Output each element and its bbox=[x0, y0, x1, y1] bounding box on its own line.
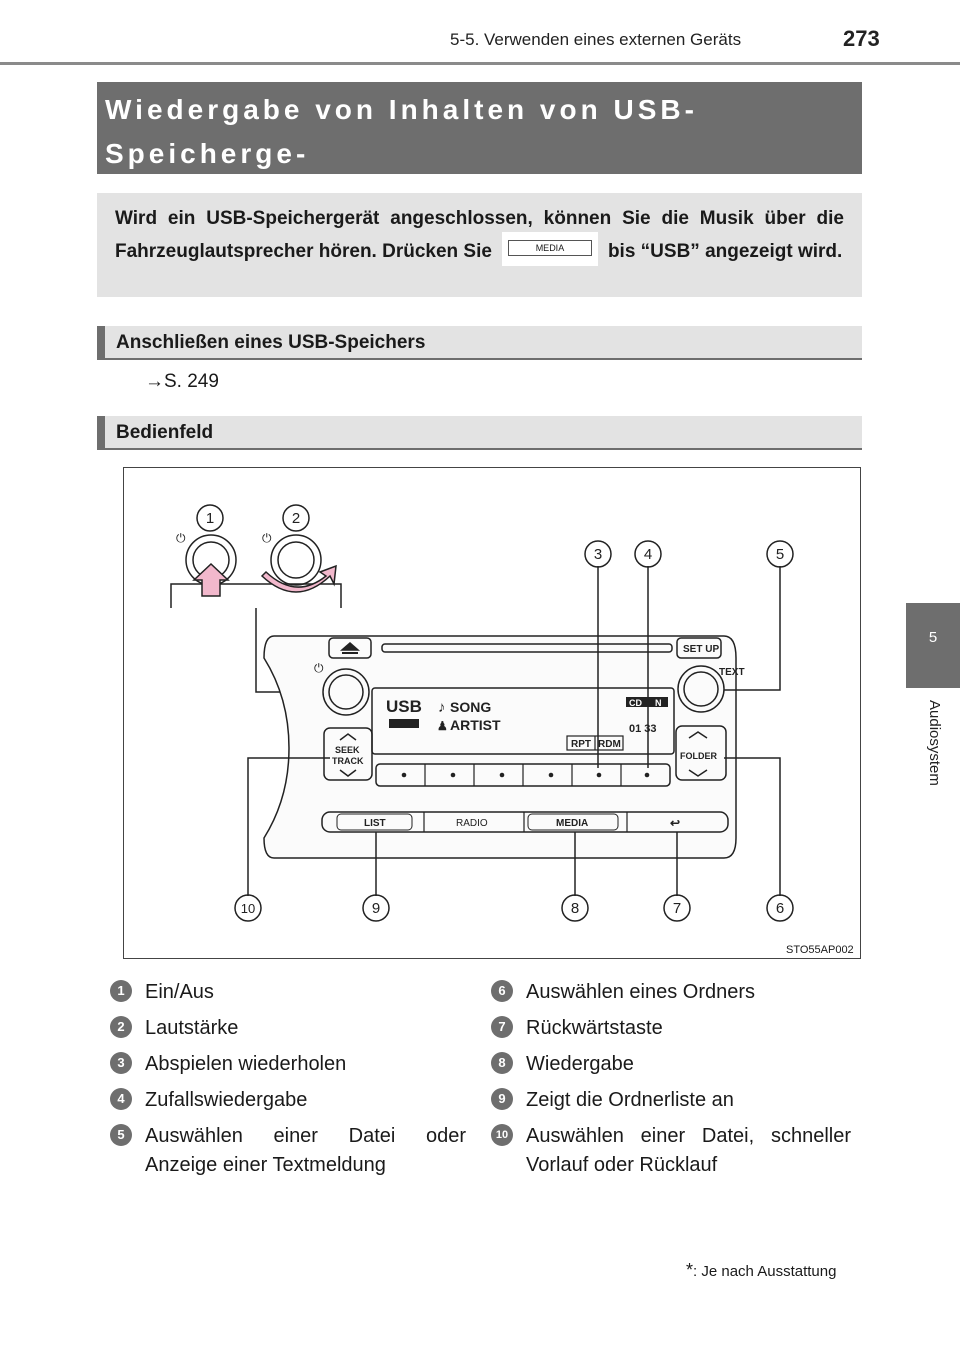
legend-left-column bbox=[110, 978, 466, 1187]
control-panel-figure bbox=[123, 467, 861, 959]
legend-number: 2 bbox=[110, 1016, 132, 1038]
legend-number: 8 bbox=[491, 1052, 513, 1074]
legend-item bbox=[110, 1122, 466, 1180]
page-title-line1: Wiedergabe von Inhalten von USB-Speicherge- bbox=[105, 94, 698, 169]
setup-label: SET UP bbox=[683, 644, 720, 655]
media-key-illustration bbox=[502, 232, 598, 266]
person-icon: ♟ bbox=[437, 719, 448, 733]
callout-3-label: 3 bbox=[593, 546, 603, 563]
header-section-title: 5-5. Verwenden eines externen Geräts bbox=[450, 30, 742, 49]
svg-text:⏻: ⏻ bbox=[314, 661, 324, 675]
display-artist: ARTIST bbox=[450, 717, 501, 733]
track-label: TRACK bbox=[332, 756, 364, 766]
page-number: 273 bbox=[843, 26, 880, 51]
legend-text-line1: Auswählen einer Datei oder bbox=[145, 1125, 466, 1147]
callout-10-label: 10 bbox=[240, 901, 256, 916]
display-track: 01 33 bbox=[629, 723, 657, 735]
callout-4-label: 4 bbox=[643, 546, 653, 563]
legend-item bbox=[491, 1122, 851, 1180]
footnote bbox=[686, 1260, 836, 1281]
legend-number: 10 bbox=[491, 1124, 513, 1146]
legend-text: Lautstärke bbox=[145, 1017, 239, 1039]
display-cd: CD bbox=[629, 698, 642, 708]
legend-text: Rückwärtstaste bbox=[526, 1017, 663, 1039]
legend-number: 7 bbox=[491, 1016, 513, 1038]
section-heading-panel: Bedienfeld bbox=[97, 416, 862, 450]
section-heading-connect: Anschließen eines USB-Speichers bbox=[97, 326, 862, 360]
legend-text: Abspielen wiederholen bbox=[145, 1053, 347, 1075]
callout-8-label: 8 bbox=[570, 900, 580, 917]
chapter-tab[interactable] bbox=[906, 603, 960, 688]
chapter-label: Audiosystem bbox=[926, 700, 943, 786]
header-rule bbox=[0, 62, 960, 65]
display-rdm: RDM bbox=[598, 739, 621, 750]
svg-text:⏻: ⏻ bbox=[262, 531, 272, 545]
legend-number: 4 bbox=[110, 1088, 132, 1110]
display-cd-n: N bbox=[655, 698, 662, 708]
legend-text-line2: Anzeige einer Textmeldung bbox=[145, 1154, 386, 1176]
chapter-number: 5 bbox=[928, 629, 938, 646]
back-icon: ↩ bbox=[670, 816, 681, 830]
footnote-mark: * bbox=[686, 1260, 694, 1280]
legend-item bbox=[491, 978, 851, 1007]
legend-item bbox=[110, 1050, 466, 1079]
legend-item bbox=[491, 1086, 851, 1115]
intro-text-2: bis “USB” angezeigt wird. bbox=[607, 241, 843, 263]
control-panel-illustration bbox=[124, 468, 860, 958]
legend-right-column bbox=[491, 978, 851, 1187]
legend-item bbox=[110, 1014, 466, 1043]
music-note-icon: ♪ bbox=[438, 699, 446, 716]
display-usb: USB bbox=[386, 697, 422, 716]
footnote-text: : Je nach Ausstattung bbox=[693, 1263, 837, 1280]
callout-2-label: 2 bbox=[291, 510, 301, 527]
legend-text: Auswählen eines Ordners bbox=[526, 981, 756, 1003]
callout-9-label: 9 bbox=[371, 900, 381, 917]
legend-item bbox=[491, 1050, 851, 1079]
legend-item bbox=[110, 978, 466, 1007]
radio-label: RADIO bbox=[456, 818, 488, 829]
display-rpt: RPT bbox=[571, 739, 591, 750]
legend-text: Zeigt die Ordnerliste an bbox=[526, 1089, 734, 1111]
folder-label: FOLDER bbox=[680, 751, 717, 761]
intro-text-1: Wird ein USB-Speichergerät angeschlossen, können Sie die Musik über die Fahrzeuglautsprecher hören. Drücken Sie bbox=[115, 208, 844, 263]
legend-text: Wiedergabe bbox=[526, 1053, 634, 1075]
legend-number: 6 bbox=[491, 980, 513, 1002]
intro-box bbox=[97, 193, 862, 297]
legend-item bbox=[110, 1086, 466, 1115]
legend-number: 5 bbox=[110, 1124, 132, 1146]
callout-1-label: 1 bbox=[205, 510, 215, 527]
display-song: SONG bbox=[450, 699, 492, 715]
callout-5-label: 5 bbox=[775, 546, 785, 563]
text-label: TEXT bbox=[719, 667, 745, 678]
legend-number: 9 bbox=[491, 1088, 513, 1110]
callout-7-label: 7 bbox=[672, 900, 682, 917]
legend-text: Ein/Aus bbox=[145, 981, 214, 1003]
svg-text:⏻: ⏻ bbox=[176, 531, 186, 545]
legend-text: Zufallswiedergabe bbox=[145, 1089, 308, 1111]
legend-item bbox=[491, 1014, 851, 1043]
list-label: LIST bbox=[364, 818, 386, 829]
figure-code: STO55AP002 bbox=[786, 944, 854, 956]
media-label: MEDIA bbox=[556, 818, 589, 829]
page-reference-link[interactable]: →S. 249 bbox=[145, 371, 219, 392]
media-key-label: MEDIA bbox=[508, 240, 592, 256]
usb-device-icon bbox=[389, 719, 419, 728]
legend-text-line1: Auswählen einer Datei, schneller bbox=[526, 1125, 851, 1147]
legend-number: 3 bbox=[110, 1052, 132, 1074]
legend-number: 1 bbox=[110, 980, 132, 1002]
push-arrow-icon bbox=[194, 564, 228, 596]
seek-label: SEEK bbox=[335, 745, 360, 755]
legend-text-line2: Vorlauf oder Rücklauf bbox=[526, 1154, 718, 1176]
callout-6-label: 6 bbox=[775, 900, 785, 917]
title-band bbox=[97, 82, 862, 174]
